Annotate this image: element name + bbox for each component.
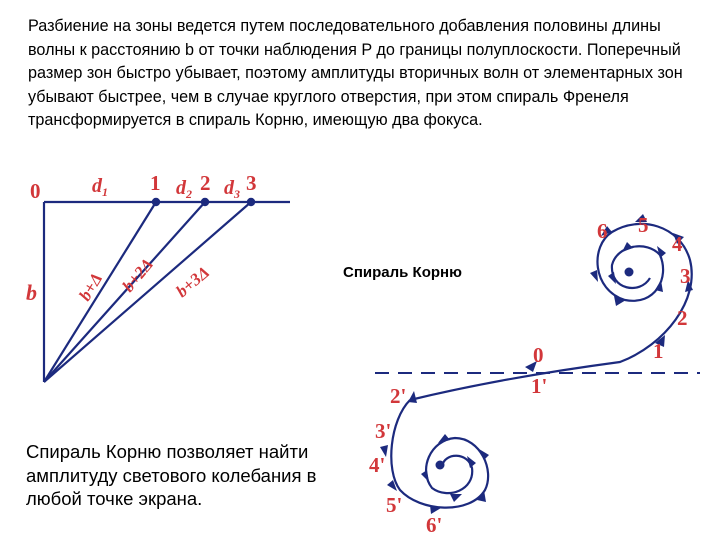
ray-label-1: b+Δ (75, 269, 107, 305)
footer-paragraph: Спираль Корню позволяет найти амплитуду светового колебания в любой точке экрана. (26, 441, 317, 509)
point-label-2: 2 (200, 171, 211, 195)
spiral-label-6-prime: 6' (426, 513, 443, 537)
spiral-label-4-prime: 4' (369, 453, 386, 477)
zone-point-2 (201, 198, 209, 206)
spiral-label-1: 1 (653, 339, 664, 363)
point-label-3: 3 (246, 171, 257, 195)
zone-diagram (26, 171, 290, 382)
spiral-label-5: 5 (638, 213, 649, 237)
lower-focus (436, 461, 445, 470)
ray-label-2: b+2Δ (118, 254, 158, 296)
origin-label: 0 (30, 179, 41, 203)
upper-focus (625, 268, 634, 277)
zone-point-1 (152, 198, 160, 206)
spiral-label-0: 0 (533, 343, 544, 367)
ray-1 (44, 202, 156, 382)
spiral-caption: Спираль Корню (343, 264, 462, 281)
d2-label: $d_2$ (176, 177, 192, 201)
d1-label: $d_1$ (92, 175, 108, 199)
d3-label: $d_3$ (224, 177, 240, 201)
spiral-label-3: 3 (680, 264, 691, 288)
spiral-label-1-prime: 1' (531, 374, 548, 398)
lower-branch (391, 400, 488, 508)
spiral-label-3-prime: 3' (375, 419, 392, 443)
cornu-spiral (369, 213, 700, 537)
ray-3 (44, 202, 251, 382)
spiral-label-6: 6 (597, 219, 608, 243)
point-label-1: 1 (150, 171, 161, 195)
b-label: b (26, 280, 37, 305)
ray-label-3: b+3Δ (172, 262, 214, 302)
intro-paragraph: Разбиение на зоны ведется путем последовательного добавления половины длины волны к расстоянию b от точки наблюдения P до границы полуплоскости. Поперечный размер зон быстро убывает, поэтому амплитуды вторичных волн от элементарных зон убывают быстрее, чем в случае круглого отверстия, при этом спираль Френеля трансформируется в спираль Корню, имеющую два фокуса. (28, 17, 683, 129)
spiral-label-5-prime: 5' (386, 493, 403, 517)
spiral-label-2-prime: 2' (390, 384, 407, 408)
spiral-label-2: 2 (677, 306, 688, 330)
zone-point-3 (247, 198, 255, 206)
spiral-label-4: 4 (672, 232, 683, 256)
